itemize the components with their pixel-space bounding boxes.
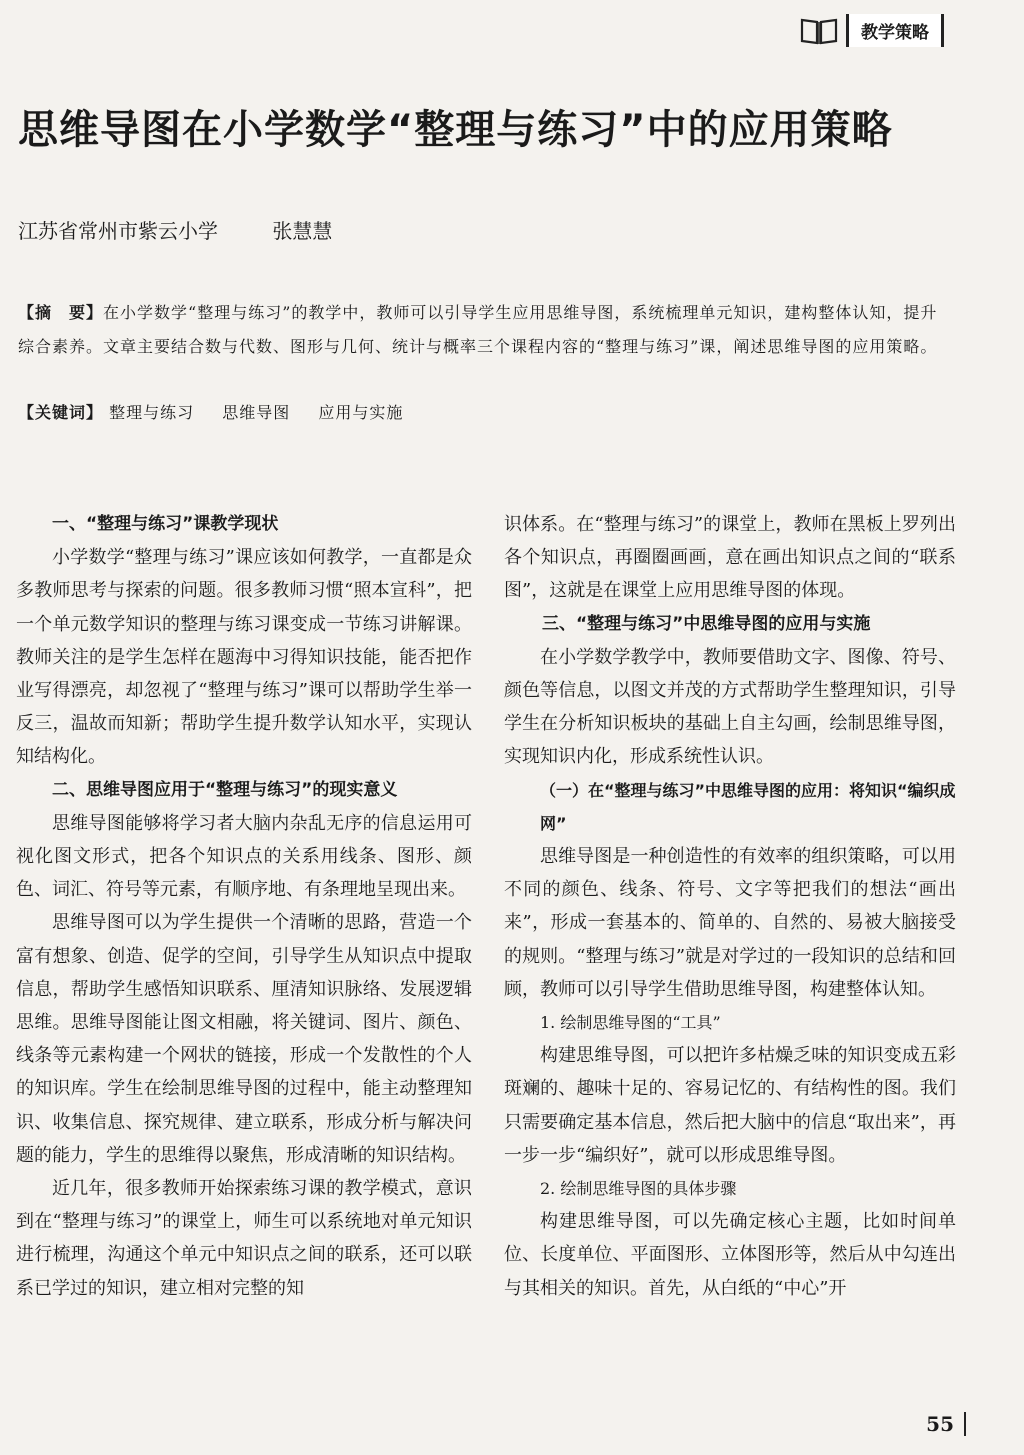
author-school: 江苏省常州市紫云小学 [18, 219, 218, 243]
paragraph: 思维导图能够将学习者大脑内杂乱无序的信息运用可视化图文形式，把各个知识点的关系用线条、图形、颜色、词汇、符号等元素，有顺序地、有条理地呈现出来。 [16, 812, 472, 901]
paragraph: 小学数学“整理与练习”课应该如何教学，一直都是众多教师思考与探索的问题。很多教师习惯“照本宣科”，把一个单元数学知识的整理与练习课变成一节练习讲解课。教师关注的是学生怎样在题海中习得知识技能，能否把作业写得漂亮，却忽视了“整理与练习”课可以帮助学生举一反三，温故而知新；帮助学生提升数学认知水平，实现认知结构化。 [16, 547, 472, 768]
paragraph: 思维导图可以为学生提供一个清晰的思路，营造一个富有想象、创造、促学的空间，引导学生从知识点中提取信息，帮助学生感悟知识联系、厘清知识脉络、发展逻辑思维。思维导图能让图文相融，将关键词、图片、颜色、线条等元素构建一个网状的链接，形成一个发散性的个人的知识库。学生在绘制思维导图的过程中，能主动整理知识、收集信息、探究规律、建立联系，形成分析与解决问题的能力，学生的思维得以聚焦，形成清晰的知识结构。 [16, 912, 472, 1166]
page-number: 55 [926, 1412, 966, 1436]
keyword: 整理与练习 [109, 403, 195, 422]
left-column [16, 508, 472, 1305]
section-heading: 一、“整理与练习”课教学现状 [52, 514, 279, 534]
abstract [18, 296, 948, 364]
paragraph: 构建思维导图，可以先确定核心主题，比如时间单位、长度单位、平面图形、立体图形等，然后从中勾连出与其相关的知识。首先，从白纸的“中心”开 [504, 1211, 956, 1299]
item-heading: 1. 绘制思维导图的“工具” [540, 1013, 721, 1033]
right-column [504, 508, 956, 1305]
subsection-heading: （一）在“整理与练习”中思维导图的应用：将知识“编织成网” [540, 780, 956, 833]
keyword: 应用与实施 [318, 403, 404, 422]
author-name: 张慧慧 [272, 219, 333, 243]
abstract-text: 在小学数学“整理与练习”的教学中，教师可以引导学生应用思维导图，系统梳理单元知识，建构整体认知，提升综合素养。文章主要结合数与代数、图形与几何、统计与概率三个课程内容的“整理与练习”课，阐述思维导图的应用策略。 [18, 303, 938, 356]
abstract-label: 【摘 要】 [18, 303, 104, 322]
section-label: 教学策略 [846, 14, 944, 47]
paragraph: 识体系。在“整理与练习”的课堂上，教师在黑板上罗列出各个知识点，再圈圈画画，意在画出知识点之间的“联系图”，这就是在课堂上应用思维导图的体现。 [504, 514, 956, 602]
paragraph: 近几年，很多教师开始探索练习课的教学模式，意识到在“整理与练习”的课堂上，师生可以系统地对单元知识进行梳理，沟通这个单元中知识点之间的联系，还可以联系已学过的知识，建立相对完整的知 [16, 1178, 472, 1299]
section-heading: 三、“整理与练习”中思维导图的应用与实施 [542, 613, 871, 634]
paragraph: 构建思维导图，可以把许多枯燥乏味的知识变成五彩斑斓的、趣味十足的、容易记忆的、有结构性的图。我们只需要确定基本信息，然后把大脑中的信息“取出来”，再一步一步“编织好”，就可以形成思维导图。 [504, 1045, 956, 1166]
article-title: 思维导图在小学数学“整理与练习”中的应用策略 [18, 107, 893, 153]
paragraph: 在小学数学教学中，教师要借助文字、图像、符号、颜色等信息，以图文并茂的方式帮助学生整理知识，引导学生在分析知识板块的基础上自主勾画，绘制思维导图，实现知识内化，形成系统性认识。 [504, 646, 956, 768]
author-line [18, 215, 332, 244]
book-icon [800, 16, 838, 46]
paragraph: 思维导图是一种创造性的有效率的组织策略，可以用不同的颜色、线条、符号、文字等把我们的想法“画出来”，形成一套基本的、简单的、自然的、易被大脑接受的规则。“整理与练习”就是对学过的一段知识的总结和回顾，教师可以引导学生借助思维导图，构建整体认知。 [504, 846, 956, 1000]
item-heading: 2. 绘制思维导图的具体步骤 [540, 1179, 737, 1199]
section-heading: 二、思维导图应用于“整理与练习”的现实意义 [52, 779, 398, 800]
keyword: 思维导图 [222, 403, 291, 422]
keywords [18, 398, 948, 428]
section-tag [800, 14, 944, 47]
keywords-label: 【关键词】 [18, 403, 104, 422]
